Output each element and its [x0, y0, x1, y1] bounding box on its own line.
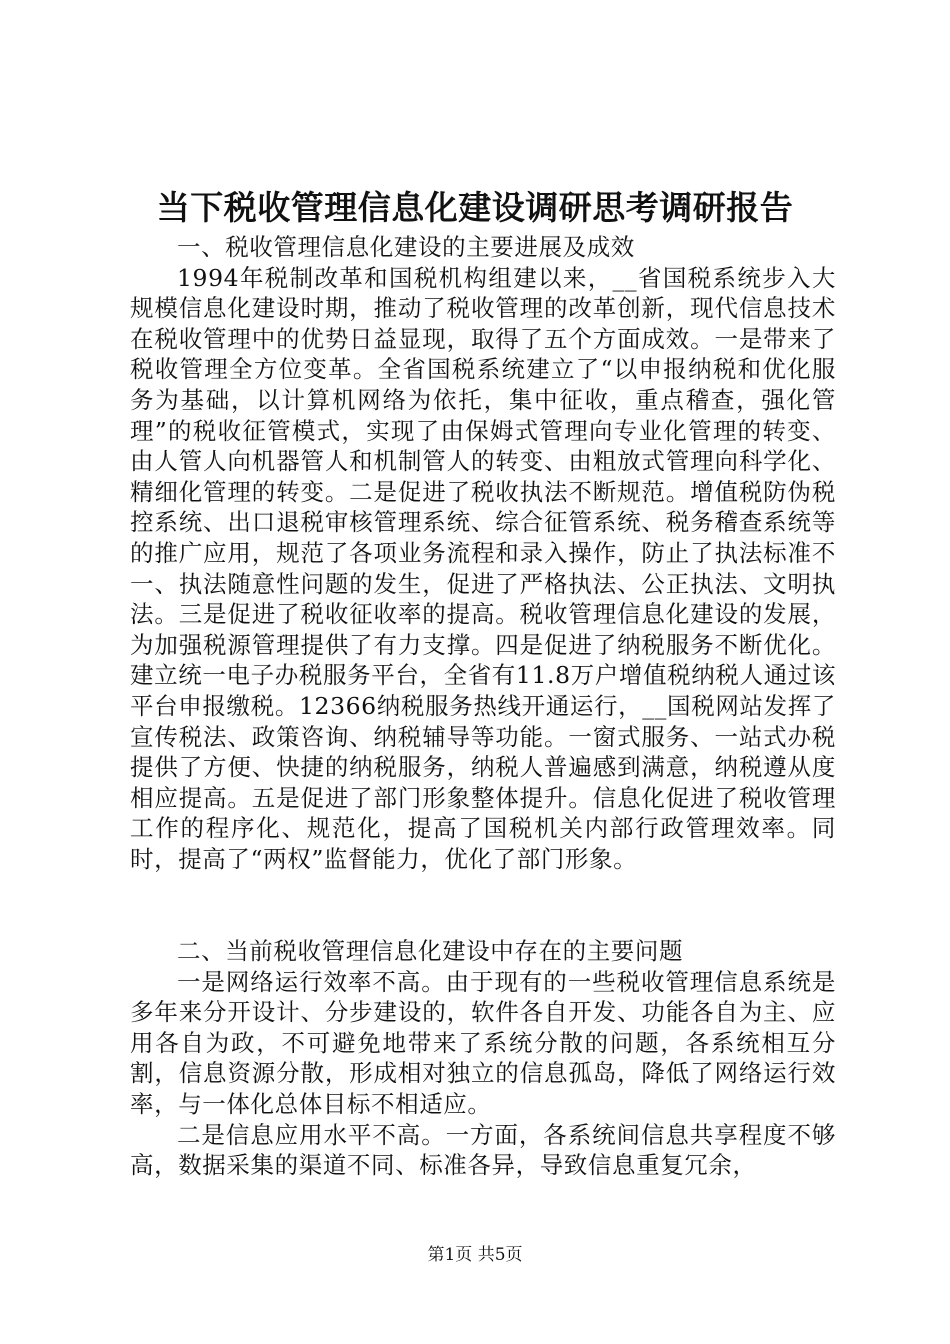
section-one-heading: 一、税收管理信息化建设的主要进展及成效	[177, 233, 635, 261]
section-two	[130, 936, 836, 1181]
section-one-paragraph: 1994年税制改革和国税机构组建以来，__省国税系统步入大规模信息化建设时期，推动了税收管理的改革创新，现代信息技术在税收管理中的优势日益显现，取得了五个方面成效。一是带来了税收管理全方位变革。全省国税系统建立了“以申报纳税和优化服务为基础，以计算机网络为依托，集中征收，重点稽查，强化管理”的税收征管模式，实现了由保姆式管理向专业化管理的转变、由人管人向机器管人和机制管人的转变、由粗放式管理向科学化、精细化管理的转变。二是促进了税收执法不断规范。增值税防伪税控系统、出口退税审核管理系统、综合征管系统、税务稽查系统等的推广应用，规范了各项业务流程和录入操作，防止了执法标准不一、执法随意性问题的发生，促进了严格执法、公正执法、文明执法。三是促进了税收征收率的提高。税收管理信息化建设的发展，为加强税源管理提供了有力支撑。四是促进了纳税服务不断优化。建立统一电子办税服务平台，全省有11.8万户增值税纳税人通过该平台申报缴税。12366纳税服务热线开通运行，__国税网站发挥了宣传税法、政策咨询、纳税辅导等功能。一窗式服务、一站式办税提供了方便、快捷的纳税服务，纳税人普遍感到满意，纳税遵从度相应提高。五是促进了部门形象整体提升。信息化促进了税收管理工作的程序化、规范化，提高了国税机关内部行政管理效率。同时，提高了“两权”监督能力，优化了部门形象。	[130, 263, 836, 873]
document-title: 当下税收管理信息化建设调研思考调研报告	[156, 188, 794, 227]
section-two-paragraph-1: 一是网络运行效率不高。由于现有的一些税收管理信息系统是多年来分开设计、分步建设的，软件各自开发、功能各自为主、应用各自为政，不可避免地带来了系统分散的问题，各系统相互分割，信息资源分散，形成相对独立的信息孤岛，降低了网络运行效率，与一体化总体目标不相适应。	[130, 967, 836, 1118]
page-footer: 第1页 共5页	[427, 1245, 523, 1265]
section-two-heading: 二、当前税收管理信息化建设中存在的主要问题	[177, 937, 684, 965]
section-two-paragraph-2: 二是信息应用水平不高。一方面，各系统间信息共享程度不够高，数据采集的渠道不同、标准各异，导致信息重复冗余，	[130, 1120, 836, 1180]
section-one	[130, 232, 836, 874]
